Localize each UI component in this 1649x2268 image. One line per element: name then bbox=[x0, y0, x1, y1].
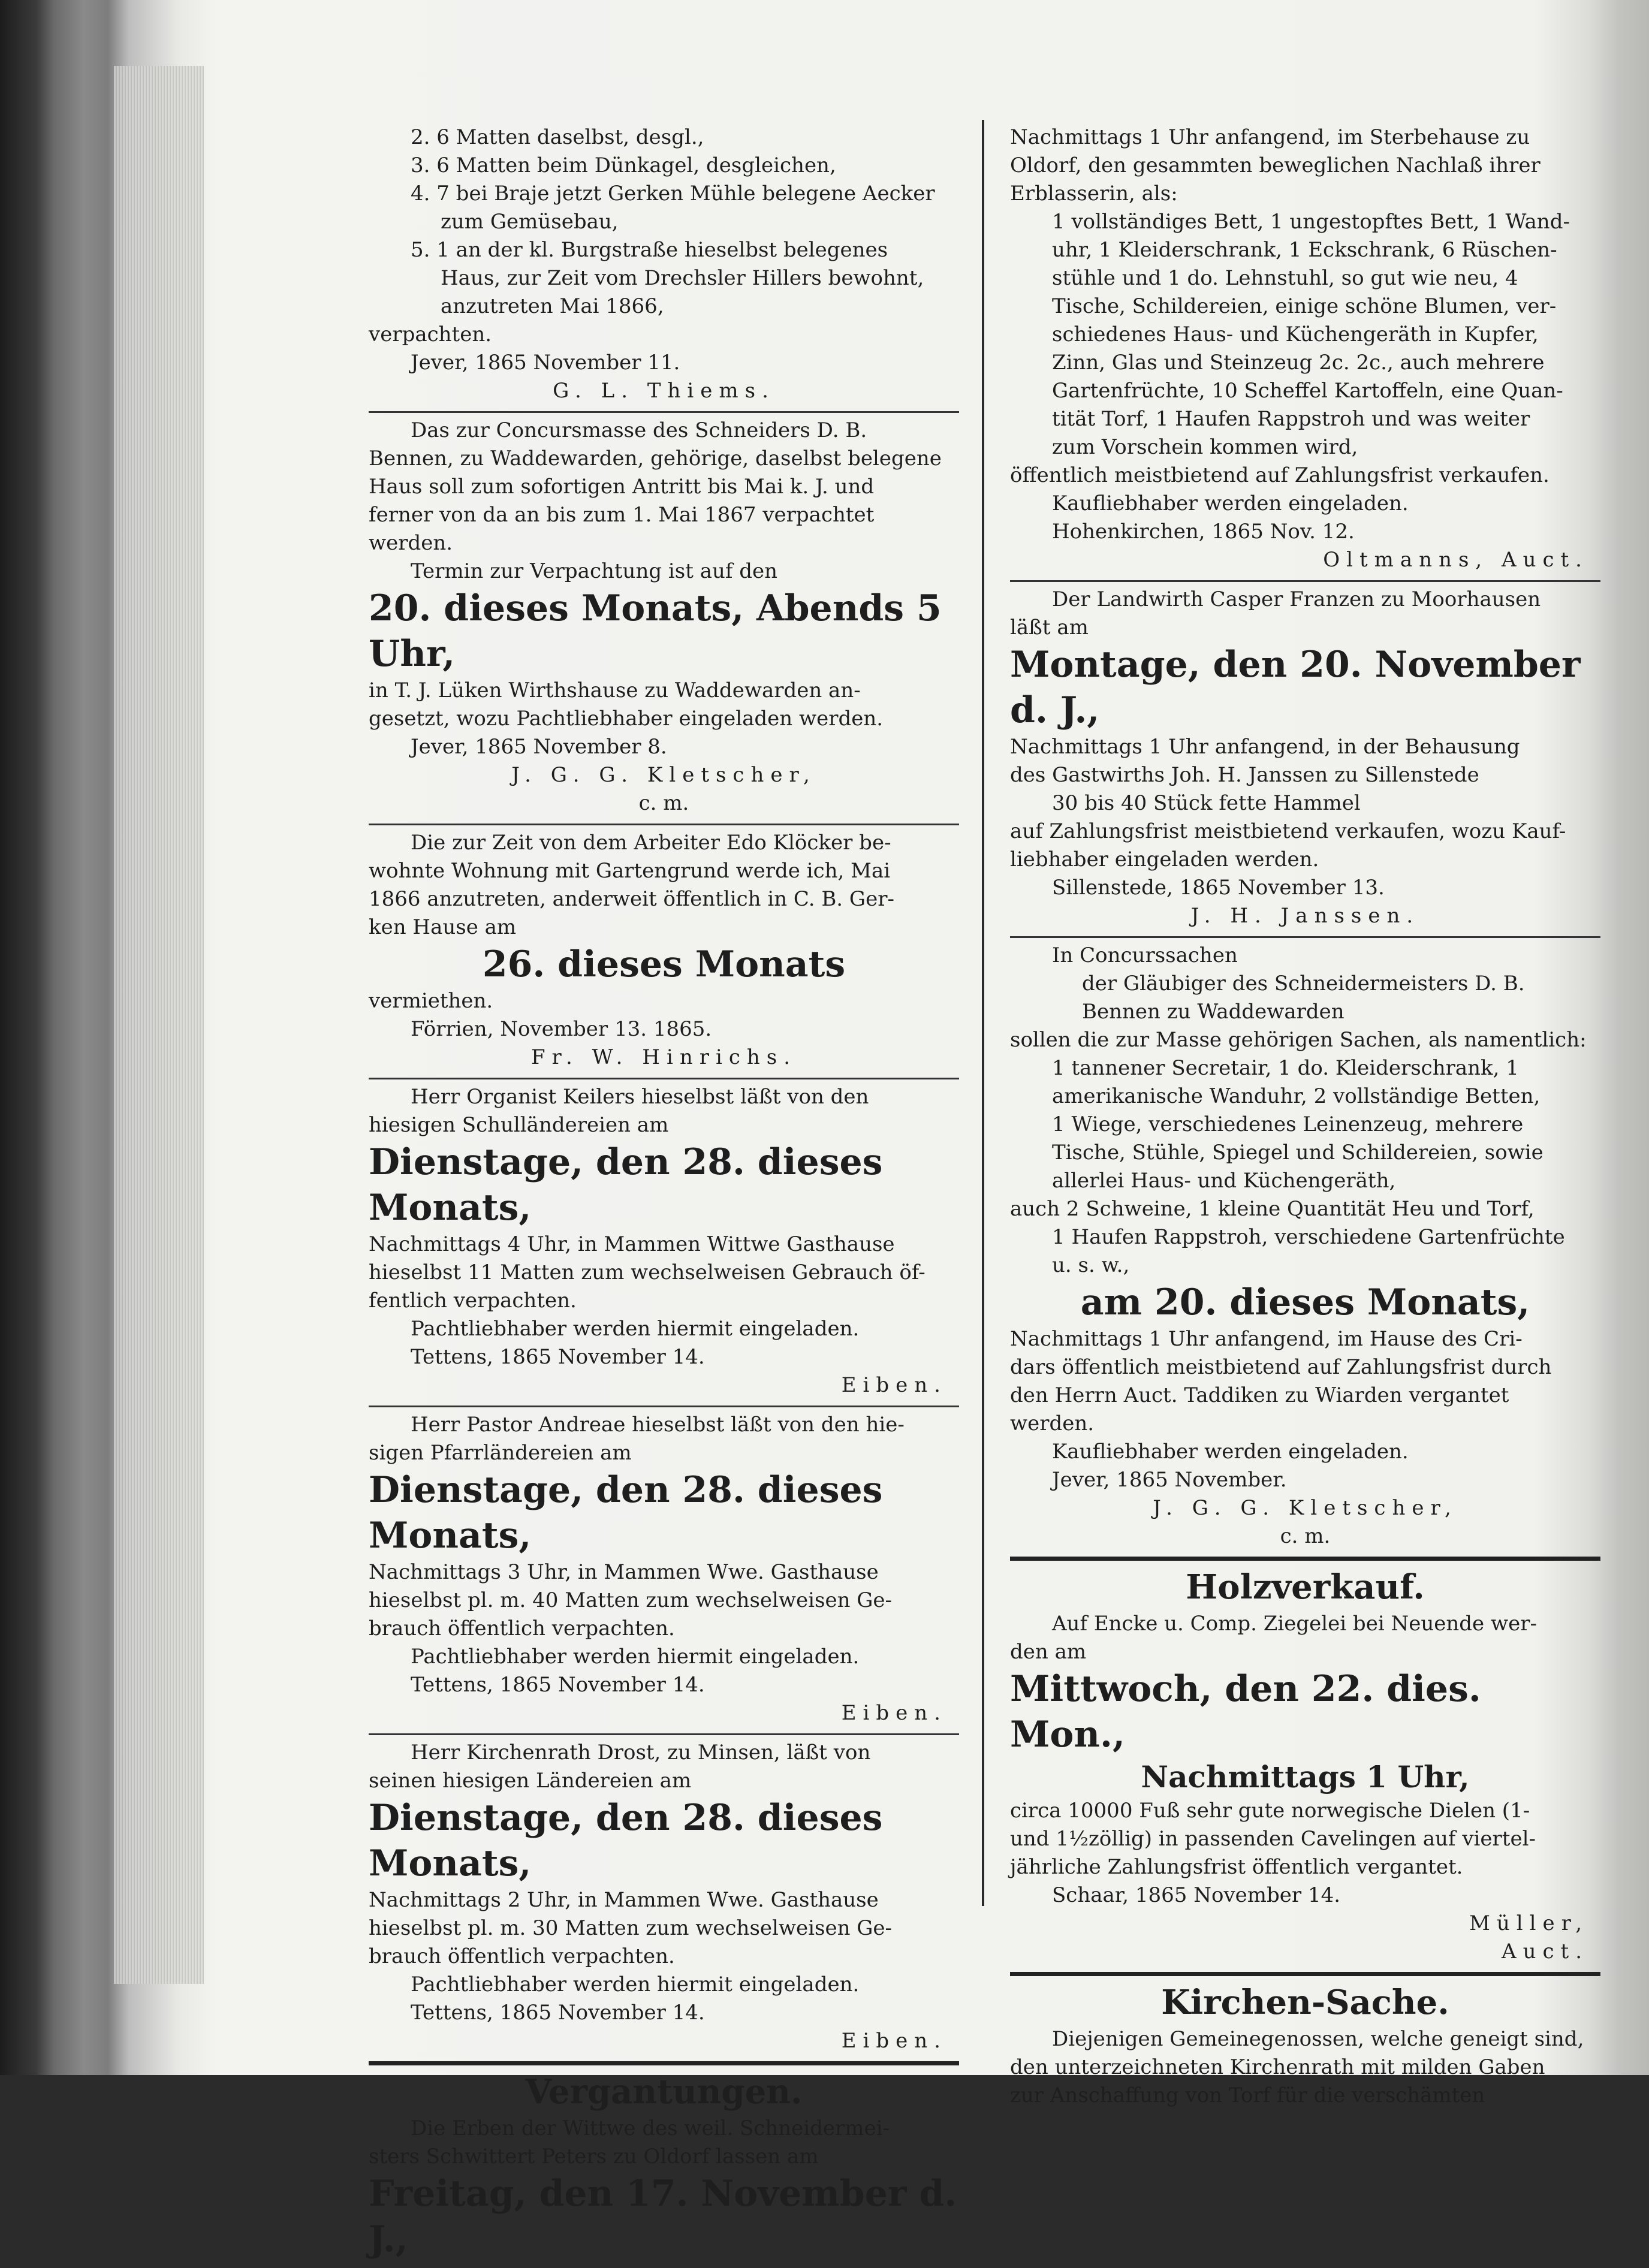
headline-date: Mittwoch, den 22. dies. Mon., bbox=[1010, 1668, 1481, 1756]
right-column bbox=[1010, 120, 1600, 2116]
text-line: Bennen, zu Waddewarden, gehörige, daselbst belegene bbox=[369, 447, 942, 471]
section-heading: Kirchen-Sache. bbox=[1161, 1983, 1449, 2022]
invite-line: Pachtliebhaber werden hiermit eingeladen. bbox=[411, 1317, 860, 1341]
notice-kirchen-sache bbox=[1010, 1976, 1600, 2116]
list-line: uhr, 1 Kleiderschrank, 1 Eckschrank, 6 Rüschen- bbox=[1052, 238, 1557, 262]
text-line: In Concurssachen bbox=[1052, 943, 1238, 967]
list-line: Tische, Schildereien, einige schöne Blumen, ver- bbox=[1052, 294, 1557, 318]
notice-holzverkauf bbox=[1010, 1561, 1600, 1976]
signature: Oltmanns, Auct. bbox=[1323, 548, 1588, 572]
list-line: 1 Haufen Rappstroh, verschiedene Gartenfrüchte bbox=[1052, 1225, 1565, 1249]
text-line: den unterzeichneten Kirchenrath mit milden Gaben bbox=[1010, 2055, 1545, 2079]
notice-drost bbox=[369, 1735, 959, 2065]
text-line: Nachmittags 2 Uhr, in Mammen Wwe. Gasthause bbox=[369, 1888, 879, 1912]
signature: Eiben. bbox=[841, 1701, 947, 1725]
place-date: Sillenstede, 1865 November 13. bbox=[1052, 876, 1385, 900]
list-line: stühle und 1 do. Lehnstuhl, so gut wie neu, 4 bbox=[1052, 266, 1518, 290]
text-line: öffentlich meistbietend auf Zahlungsfrist verkaufen. bbox=[1010, 463, 1549, 487]
list-line: schiedenes Haus- und Küchengeräth in Kupfer, bbox=[1052, 322, 1539, 346]
notice-matten-list bbox=[369, 120, 959, 413]
list-line: zum Gemüsebau, bbox=[441, 210, 619, 234]
headline-date: 20. dieses Monats, Abends 5 Uhr, bbox=[369, 587, 942, 675]
text-line: jährliche Zahlungsfrist öffentlich vergantet. bbox=[1010, 1855, 1463, 1879]
text-line: werden. bbox=[369, 531, 453, 555]
signature: G. L. Thiems. bbox=[553, 379, 775, 403]
signature-suffix: Auct. bbox=[1502, 1940, 1588, 1964]
text-line: Herr Organist Keilers hieselbst läßt von den bbox=[411, 1085, 869, 1109]
invite-line: Kaufliebhaber werden eingeladen. bbox=[1052, 491, 1409, 515]
text-line: Die Erben der Wittwe des weil. Schneidermei- bbox=[411, 2116, 890, 2140]
place-date: Tettens, 1865 November 14. bbox=[411, 2001, 705, 2025]
text-line: wohnte Wohnung mit Gartengrund werde ich, Mai bbox=[369, 859, 891, 883]
signature: Fr. W. Hinrichs. bbox=[530, 1045, 797, 1069]
list-line: anzutreten Mai 1866, bbox=[441, 294, 664, 318]
invite-line: Pachtliebhaber werden hiermit eingeladen. bbox=[411, 1645, 860, 1669]
place-date: Jever, 1865 November. bbox=[1052, 1468, 1287, 1492]
list-line: tität Torf, 1 Haufen Rappstroh und was weiter bbox=[1052, 407, 1530, 431]
text-line: 1866 anzutreten, anderweit öffentlich in C. B. Ger- bbox=[369, 887, 894, 911]
place-date: Hohenkirchen, 1865 Nov. 12. bbox=[1052, 520, 1355, 544]
invite-line: Kaufliebhaber werden eingeladen. bbox=[1052, 1440, 1409, 1464]
text-line: auf Zahlungsfrist meistbietend verkaufen, wozu Kauf- bbox=[1010, 819, 1566, 843]
notice-vergantungen bbox=[369, 2065, 959, 2268]
list-line: 30 bis 40 Stück fette Hammel bbox=[1052, 791, 1361, 815]
list-line: 1 Wiege, verschiedenes Leinenzeug, mehrere bbox=[1052, 1112, 1524, 1136]
list-line: 1 vollständiges Bett, 1 ungestopftes Bett, 1 Wand- bbox=[1052, 210, 1570, 234]
text-line: Der Landwirth Casper Franzen zu Moorhausen bbox=[1052, 587, 1541, 611]
text-line: Das zur Concursmasse des Schneiders D. B. bbox=[411, 418, 867, 442]
text-line: fentlich verpachten. bbox=[369, 1289, 577, 1313]
list-line: Haus, zur Zeit vom Drechsler Hillers bewohnt, bbox=[441, 266, 924, 290]
headline-time: Nachmittags 1 Uhr, bbox=[1141, 1759, 1470, 1795]
text-line: Nachmittags 1 Uhr anfangend, in der Behausung bbox=[1010, 735, 1520, 759]
signature: J. G. G. Kletscher, bbox=[1153, 1496, 1458, 1520]
text-line: circa 10000 Fuß sehr gute norwegische Dielen (1- bbox=[1010, 1799, 1530, 1823]
book-page-edges bbox=[114, 66, 204, 1984]
headline-date: am 20. dieses Monats, bbox=[1080, 1281, 1530, 1323]
text-line: Erblasserin, als: bbox=[1010, 182, 1178, 206]
list-line: 1 tannener Secretair, 1 do. Kleiderschrank, 1 bbox=[1052, 1056, 1519, 1080]
signature-suffix: c. m. bbox=[638, 791, 689, 815]
text-line: hiesigen Schulländereien am bbox=[369, 1113, 669, 1137]
notice-bennen-haus bbox=[369, 413, 959, 825]
place-date: Tettens, 1865 November 14. bbox=[411, 1345, 705, 1369]
signature: J. H. Janssen. bbox=[1190, 904, 1420, 928]
text-line: auch 2 Schweine, 1 kleine Quantität Heu und Torf, bbox=[1010, 1197, 1535, 1221]
invite-line: Pachtliebhaber werden hiermit eingeladen. bbox=[411, 1973, 860, 1996]
list-line: zum Vorschein kommen wird, bbox=[1052, 435, 1358, 459]
notice-keilers bbox=[369, 1079, 959, 1407]
text-line: läßt am bbox=[1010, 616, 1089, 640]
text-line: Oldorf, den gesammten beweglichen Nachlaß ihrer bbox=[1010, 153, 1541, 177]
headline-date: 26. dieses Monats bbox=[482, 943, 846, 985]
text-line: den am bbox=[1010, 1640, 1087, 1664]
left-column bbox=[369, 120, 959, 2268]
list-line: 3. 6 Matten beim Dünkagel, desgleichen, bbox=[411, 153, 836, 177]
text-line: Nachmittags 4 Uhr, in Mammen Wittwe Gasthause bbox=[369, 1232, 895, 1256]
place-date: Tettens, 1865 November 14. bbox=[411, 1673, 705, 1697]
section-heading: Vergantungen. bbox=[525, 2072, 803, 2112]
list-line: amerikanische Wanduhr, 2 vollständige Betten, bbox=[1052, 1084, 1541, 1108]
text-line: den Herrn Auct. Taddiken zu Wiarden vergantet bbox=[1010, 1383, 1509, 1407]
list-line: Tische, Stühle, Spiegel und Schildereien, sowie bbox=[1052, 1141, 1544, 1165]
text-line: Nachmittags 1 Uhr anfangend, im Sterbehause zu bbox=[1010, 125, 1530, 149]
text-line: ferner von da an bis zum 1. Mai 1867 verpachtet bbox=[369, 503, 875, 527]
text-line: ken Hause am bbox=[369, 915, 517, 939]
headline-date: Dienstage, den 28. dieses Monats, bbox=[369, 1797, 883, 1884]
text-line: hieselbst pl. m. 30 Matten zum wechselweisen Ge- bbox=[369, 1916, 893, 1940]
list-line: u. s. w., bbox=[1052, 1253, 1130, 1277]
text-line: und 1½zöllig) in passenden Cavelingen auf viertel- bbox=[1010, 1827, 1536, 1851]
text-line: dars öffentlich meistbietend auf Zahlungsfrist durch bbox=[1010, 1355, 1552, 1379]
list-line: Gartenfrüchte, 10 Scheffel Kartoffeln, eine Quan- bbox=[1052, 379, 1563, 403]
notice-kloecker-wohnung bbox=[369, 825, 959, 1079]
list-line: 2. 6 Matten daselbst, desgl., bbox=[411, 125, 704, 149]
notice-andreae bbox=[369, 1407, 959, 1735]
notice-concurs-bennen bbox=[1010, 938, 1600, 1561]
text-line: sigen Pfarrländereien am bbox=[369, 1441, 632, 1465]
text-line: Die zur Zeit von dem Arbeiter Edo Klöcker be- bbox=[411, 831, 891, 855]
section-heading: Holzverkauf. bbox=[1186, 1567, 1425, 1607]
text-line: brauch öffentlich verpachten. bbox=[369, 1616, 675, 1640]
text-line: liebhaber eingeladen werden. bbox=[1010, 848, 1319, 871]
verb-line: verpachten. bbox=[369, 322, 492, 346]
place-date: Schaar, 1865 November 14. bbox=[1052, 1883, 1341, 1907]
signature: Eiben. bbox=[841, 1373, 947, 1397]
text-line: des Gastwirths Joh. H. Janssen zu Sillenstede bbox=[1010, 763, 1479, 787]
text-line: zur Anschaffung von Torf für die verschämten bbox=[1010, 2083, 1485, 2107]
text-line: Herr Pastor Andreae hieselbst läßt von den hie- bbox=[411, 1413, 905, 1437]
text-line: seinen hiesigen Ländereien am bbox=[369, 1769, 692, 1793]
text-line: Bennen zu Waddewarden bbox=[1082, 1000, 1344, 1024]
text-line: in T. J. Lüken Wirthshause zu Waddewarden an- bbox=[369, 678, 861, 702]
headline-date: Dienstage, den 28. dieses Monats, bbox=[369, 1469, 883, 1557]
signature: J. G. G. Kletscher, bbox=[511, 763, 816, 787]
text-line: Auf Encke u. Comp. Ziegelei bei Neuende wer- bbox=[1052, 1612, 1537, 1636]
text-line: Haus soll zum sofortigen Antritt bis Mai k. J. und bbox=[369, 475, 875, 499]
list-line: allerlei Haus- und Küchengeräth, bbox=[1052, 1169, 1396, 1193]
signature: Müller, bbox=[1469, 1911, 1588, 1935]
text-line: gesetzt, wozu Pachtliebhaber eingeladen werden. bbox=[369, 707, 884, 731]
text-line: hieselbst pl. m. 40 Matten zum wechselweisen Ge- bbox=[369, 1588, 893, 1612]
list-line: 4. 7 bei Braje jetzt Gerken Mühle belegene Aecker bbox=[411, 182, 935, 206]
headline-date: Dienstage, den 28. dieses Monats, bbox=[369, 1141, 883, 1229]
place-date: Jever, 1865 November 11. bbox=[411, 351, 680, 375]
text-line: werden. bbox=[1010, 1412, 1095, 1435]
text-line: sters Schwittert Peters zu Oldorf lassen am bbox=[369, 2145, 819, 2169]
headline-date: Montage, den 20. November d. J., bbox=[1010, 644, 1581, 731]
text-line: Nachmittags 1 Uhr anfangend, im Hause des Cri- bbox=[1010, 1327, 1523, 1351]
headline-date: Freitag, den 17. November d. J., bbox=[369, 2173, 957, 2260]
text-line: Diejenigen Gemeinegenossen, welche geneigt sind, bbox=[1052, 2027, 1584, 2051]
text-line: sollen die zur Masse gehörigen Sachen, als namentlich: bbox=[1010, 1028, 1587, 1052]
list-line: 5. 1 an der kl. Burgstraße hieselbst belegenes bbox=[411, 238, 888, 262]
notice-franzen bbox=[1010, 582, 1600, 938]
signature: Eiben. bbox=[841, 2029, 947, 2053]
text-line: hieselbst 11 Matten zum wechselweisen Gebrauch öf- bbox=[369, 1260, 926, 1284]
text-line: Nachmittags 3 Uhr, in Mammen Wwe. Gasthause bbox=[369, 1560, 879, 1584]
column-divider bbox=[982, 120, 984, 1906]
text-line: Termin zur Verpachtung ist auf den bbox=[411, 559, 778, 583]
verb-line: vermiethen. bbox=[369, 989, 493, 1013]
place-date: Jever, 1865 November 8. bbox=[411, 735, 667, 759]
list-line: Zinn, Glas und Steinzeug 2c. 2c., auch mehrere bbox=[1052, 351, 1545, 375]
text-line: Herr Kirchenrath Drost, zu Minsen, läßt von bbox=[411, 1741, 871, 1765]
place-date: Förrien, November 13. 1865. bbox=[411, 1017, 712, 1041]
notice-oldorf-nachlass bbox=[1010, 120, 1600, 582]
text-line: brauch öffentlich verpachten. bbox=[369, 1944, 675, 1968]
text-line: der Gläubiger des Schneidermeisters D. B. bbox=[1082, 972, 1525, 996]
signature-suffix: c. m. bbox=[1280, 1524, 1331, 1548]
